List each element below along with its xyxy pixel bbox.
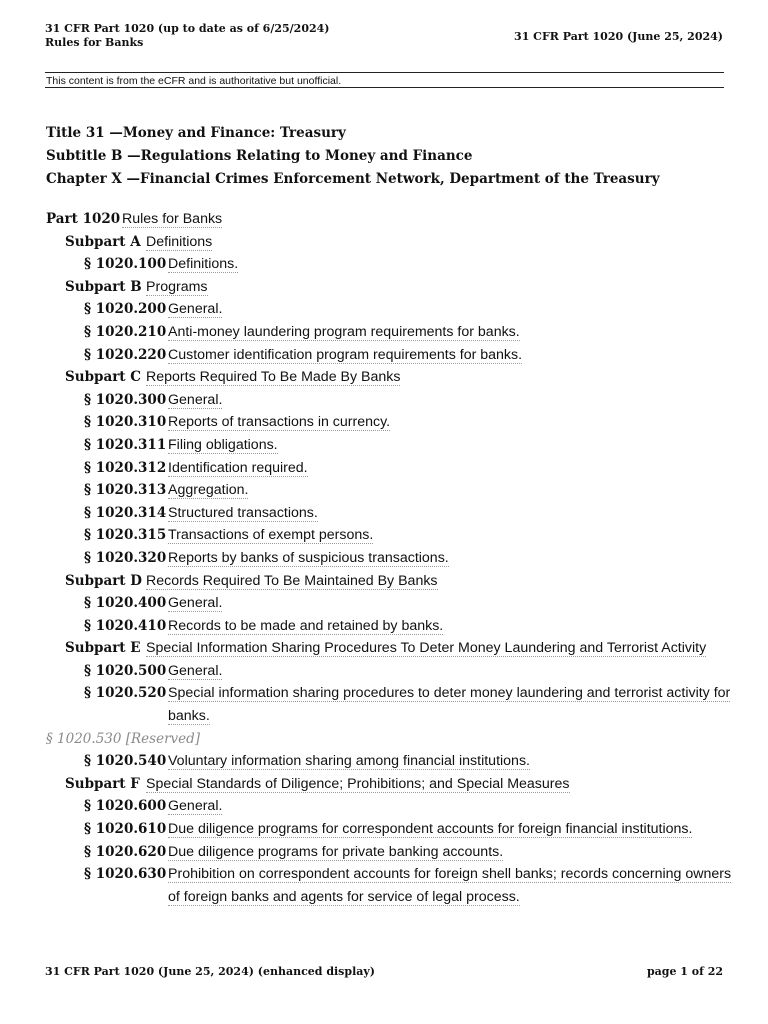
toc-label: Subpart E — [65, 640, 141, 657]
toc-link[interactable]: Anti-money laundering program requirements for banks. — [168, 323, 520, 340]
title-block — [46, 122, 660, 191]
header-doc-title: 31 CFR Part 1020 (up to date as of 6/25/2024) — [45, 22, 330, 35]
toc-section-row — [84, 795, 736, 818]
toc-label: § 1020.310 — [84, 414, 167, 431]
toc-section-row — [84, 615, 736, 638]
toc-label: § 1020.315 — [84, 527, 167, 544]
toc-section-row — [84, 818, 736, 841]
toc-section-row — [84, 253, 736, 276]
toc-section-row — [84, 457, 736, 480]
toc-section-row — [84, 321, 736, 344]
toc-link[interactable]: Due diligence programs for private banking accounts. — [168, 843, 504, 860]
toc-label: Subpart D — [65, 572, 142, 589]
toc-label: § 1020.320 — [84, 549, 167, 566]
chapter-heading: Chapter X —Financial Crimes Enforcement Network, Department of the Treasury — [46, 171, 660, 187]
toc-label: § 1020.210 — [84, 323, 167, 340]
toc-link[interactable]: Due diligence programs for correspondent accounts for foreign financial institutions. — [168, 821, 693, 838]
toc-link[interactable]: Prohibition on correspondent accounts for foreign shell banks; records concerning owners of foreign banks and agents for service of legal process. — [168, 866, 732, 905]
toc-label: § 1020.500 — [84, 662, 167, 679]
toc-subpart-row — [65, 366, 736, 389]
toc-section-row — [84, 389, 736, 412]
toc-link[interactable]: General. — [168, 391, 223, 408]
toc-label: § 1020.520 — [84, 685, 167, 702]
toc-section-row — [84, 434, 736, 457]
toc-link[interactable]: Transactions of exempt persons. — [168, 527, 374, 544]
page-number: page 1 of 22 — [646, 965, 723, 978]
toc-subpart-row — [65, 276, 736, 299]
toc-label: § 1020.600 — [84, 798, 167, 815]
toc-section-row — [84, 682, 736, 727]
toc-subpart-row — [65, 570, 736, 593]
toc-section-row — [84, 502, 736, 525]
toc-label: § 1020.200 — [84, 301, 167, 318]
toc-link[interactable]: Filing obligations. — [168, 436, 278, 453]
toc-label: Subpart A — [65, 233, 141, 250]
title-heading: Title 31 —Money and Finance: Treasury — [46, 125, 346, 141]
toc-section-row — [84, 592, 736, 615]
toc-link[interactable]: Customer identification program requirements for banks. — [168, 346, 523, 363]
toc-link[interactable]: Records to be made and retained by banks. — [168, 617, 444, 634]
table-of-contents — [46, 208, 736, 908]
toc-label: § 1020.314 — [84, 504, 167, 521]
toc-part-row — [46, 208, 736, 231]
toc-link[interactable]: Special Standards of Diligence; Prohibitions; and Special Measures — [146, 775, 570, 792]
toc-link[interactable]: Definitions — [146, 233, 213, 250]
toc-link[interactable]: General. — [168, 662, 223, 679]
toc-link[interactable]: General. — [168, 798, 223, 815]
toc-subpart-row — [65, 231, 736, 254]
header-part-name: Rules for Banks — [45, 36, 144, 49]
toc-label: Subpart F — [65, 775, 140, 792]
toc-label: § 1020.220 — [84, 346, 167, 363]
authority-notice: This content is from the eCFR and is authoritative but unofficial. — [45, 72, 724, 88]
toc-link[interactable]: Structured transactions. — [168, 504, 318, 521]
toc-label: § 1020.540 — [84, 753, 167, 770]
toc-section-row — [84, 524, 736, 547]
toc-link[interactable]: General. — [168, 595, 223, 612]
subtitle-heading: Subtitle B —Regulations Relating to Money and Finance — [46, 148, 473, 164]
toc-subpart-row — [65, 637, 736, 660]
toc-link[interactable]: Special information sharing procedures to deter money laundering and terrorist activity for banks. — [168, 685, 731, 725]
toc-label: § 1020.311 — [84, 436, 167, 453]
toc-reserved-text: § 1020.530 [Reserved] — [46, 730, 201, 747]
toc-subpart-row — [65, 773, 736, 796]
toc-section-row — [84, 750, 736, 773]
toc-label: Part 1020 — [46, 211, 121, 227]
toc-label: § 1020.620 — [84, 843, 167, 860]
toc-section-row — [84, 298, 736, 321]
toc-link[interactable]: Voluntary information sharing among financial institutions. — [168, 753, 530, 770]
page-header-left — [45, 22, 330, 50]
toc-link[interactable]: Reports of transactions in currency. — [168, 414, 391, 431]
toc-label: § 1020.100 — [84, 256, 167, 273]
toc-section-row — [84, 841, 736, 864]
toc-link[interactable]: General. — [168, 301, 223, 318]
toc-link[interactable]: Rules for Banks — [122, 211, 223, 227]
toc-section-row — [84, 411, 736, 434]
toc-link[interactable]: Reports Required To Be Made By Banks — [146, 369, 401, 386]
toc-section-row — [84, 479, 736, 502]
toc-label: § 1020.610 — [84, 821, 167, 838]
page-header-right: 31 CFR Part 1020 (June 25, 2024) — [514, 30, 723, 43]
toc-link[interactable]: Special Information Sharing Procedures To Deter Money Laundering and Terrorist Activity — [146, 640, 707, 657]
toc-label: § 1020.400 — [84, 595, 167, 612]
toc-label: Subpart C — [65, 369, 141, 386]
toc-section-row — [84, 863, 736, 908]
toc-section-row — [84, 344, 736, 367]
toc-label: Subpart B — [65, 278, 142, 295]
toc-link[interactable]: Programs — [146, 278, 208, 295]
footer-doc-label: 31 CFR Part 1020 (June 25, 2024) (enhanced display) — [45, 965, 375, 978]
toc-label: § 1020.312 — [84, 459, 167, 476]
toc-link[interactable]: Definitions. — [168, 256, 239, 273]
toc-label: § 1020.300 — [84, 391, 167, 408]
toc-link[interactable]: Reports by banks of suspicious transactions. — [168, 549, 449, 566]
toc-link[interactable]: Identification required. — [168, 459, 308, 476]
page-footer — [45, 965, 723, 978]
toc-section-row — [84, 547, 736, 570]
toc-label: § 1020.410 — [84, 617, 167, 634]
toc-label: § 1020.313 — [84, 482, 167, 499]
toc-link[interactable]: Aggregation. — [168, 482, 249, 499]
toc-label: § 1020.630 — [84, 866, 167, 883]
toc-section-row — [84, 660, 736, 683]
toc-link[interactable]: Records Required To Be Maintained By Banks — [146, 572, 438, 589]
toc-reserved-row — [46, 728, 736, 751]
